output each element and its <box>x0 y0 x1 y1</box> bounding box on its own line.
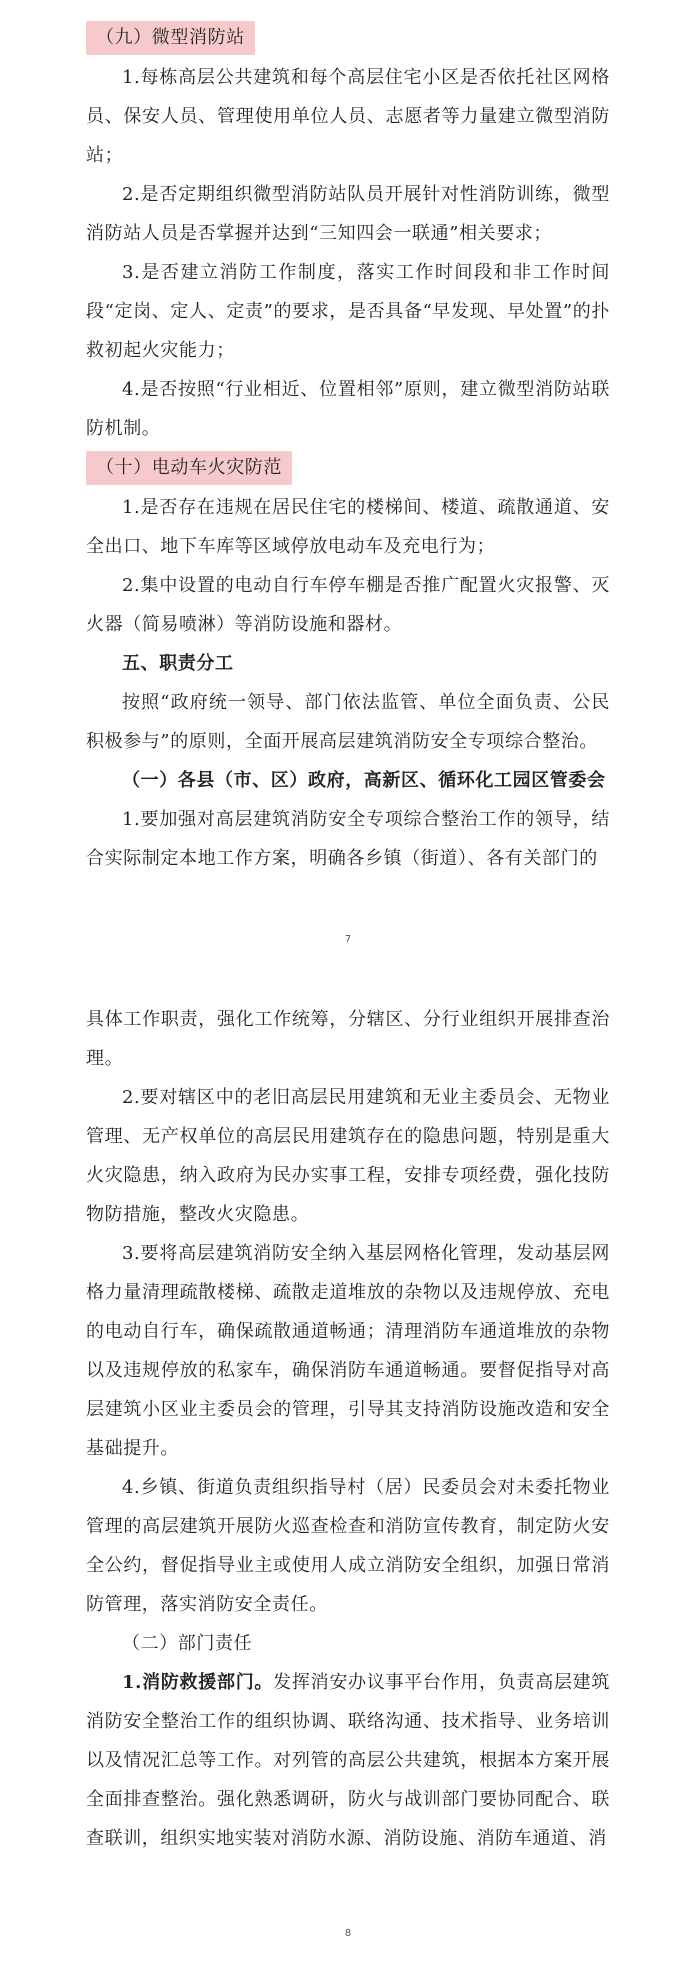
paragraph: 4.乡镇、街道负责组织指导村（居）民委员会对未委托物业管理的高层建筑开展防火巡查检查和消防宣传教育，制定防火安全公约，督促指导业主或使用人成立消防安全组织，加强日常消防管理，落实消防安全责任。 <box>86 1477 610 1615</box>
paragraph: 1.是否存在违规在居民住宅的楼梯间、楼道、疏散通道、安全出口、地下车库等区域停放电动车及充电行为； <box>86 497 610 557</box>
paragraph: 2.是否定期组织微型消防站队员开展针对性消防训练，微型消防站人员是否掌握并达到“三知四会一联通”相关要求； <box>86 184 610 244</box>
fire-rescue-department-label: 1.消防救援部门。 <box>122 1672 274 1693</box>
paragraph: 具体工作职责，强化工作统筹，分辖区、分行业组织开展排查治理。 <box>86 1009 610 1069</box>
document-page-8 <box>0 984 696 1968</box>
paragraph: 3.是否建立消防工作制度，落实工作时间段和非工作时间段“定岗、定人、定责”的要求，是否具备“早发现、早处置”的扑救初起火灾能力； <box>86 262 610 361</box>
heading-micro-fire-station: （九）微型消防站 <box>86 21 255 55</box>
paragraph: 4.是否按照“行业相近、位置相邻”原则，建立微型消防站联防机制。 <box>86 379 610 439</box>
paragraph: 1.每栋高层公共建筑和每个高层住宅小区是否依托社区网格员、保安人员、管理使用单位人员、志愿者等力量建立微型消防站； <box>86 67 610 166</box>
subsection-heading-governments: （一）各县（市、区）政府，高新区、循环化工园区管委会 <box>122 770 606 791</box>
section-heading-responsibilities: 五、职责分工 <box>122 653 234 674</box>
paragraph: 3.要将高层建筑消防安全纳入基层网格化管理，发动基层网格力量清理疏散楼梯、疏散走道堆放的杂物以及违规停放、充电的电动自行车，确保疏散通道畅通；清理消防车通道堆放的杂物以及违规停放的私家车，确保消防车通道畅通。要督促指导对高层建筑小区业主委员会的管理，引导其支持消防设施改造和安全基础提升。 <box>86 1243 610 1459</box>
heading-ebike-fire-prevention: （十）电动车火灾防范 <box>86 451 292 485</box>
fire-rescue-department-text: 发挥消安办议事平台作用，负责高层建筑消防安全整治工作的组织协调、联络沟通、技术指导、业务培训以及情况汇总等工作。对列管的高层公共建筑，根据本方案开展全面排查整治。强化熟悉调研，防火与战训部门要协同配合、联查联训，组织实地实装对消防水源、消防设施、消防车通道、消 <box>86 1672 610 1849</box>
paragraph: 1.要加强对高层建筑消防安全专项综合整治工作的领导，结合实际制定本地工作方案，明确各乡镇（街道）、各有关部门的 <box>86 809 610 869</box>
page-number: 8 <box>344 1928 352 1939</box>
paragraph: 按照“政府统一领导、部门依法监管、单位全面负责、公民积极参与”的原则，全面开展高层建筑消防安全专项综合整治。 <box>86 692 610 752</box>
subsection-heading-departments: （二）部门责任 <box>122 1633 253 1654</box>
paragraph: 2.要对辖区中的老旧高层民用建筑和无业主委员会、无物业管理、无产权单位的高层民用建筑存在的隐患问题，特别是重大火灾隐患，纳入政府为民办实事工程，安排专项经费，强化技防物防措施，整改火灾隐患。 <box>86 1087 610 1225</box>
page-7-content <box>86 18 610 878</box>
paragraph: 2.集中设置的电动自行车停车棚是否推广配置火灾报警、灭火器（简易喷淋）等消防设施和器材。 <box>86 575 610 635</box>
page-8-content <box>86 1000 610 1858</box>
page-number: 7 <box>344 934 352 945</box>
paragraph <box>86 1663 610 1858</box>
